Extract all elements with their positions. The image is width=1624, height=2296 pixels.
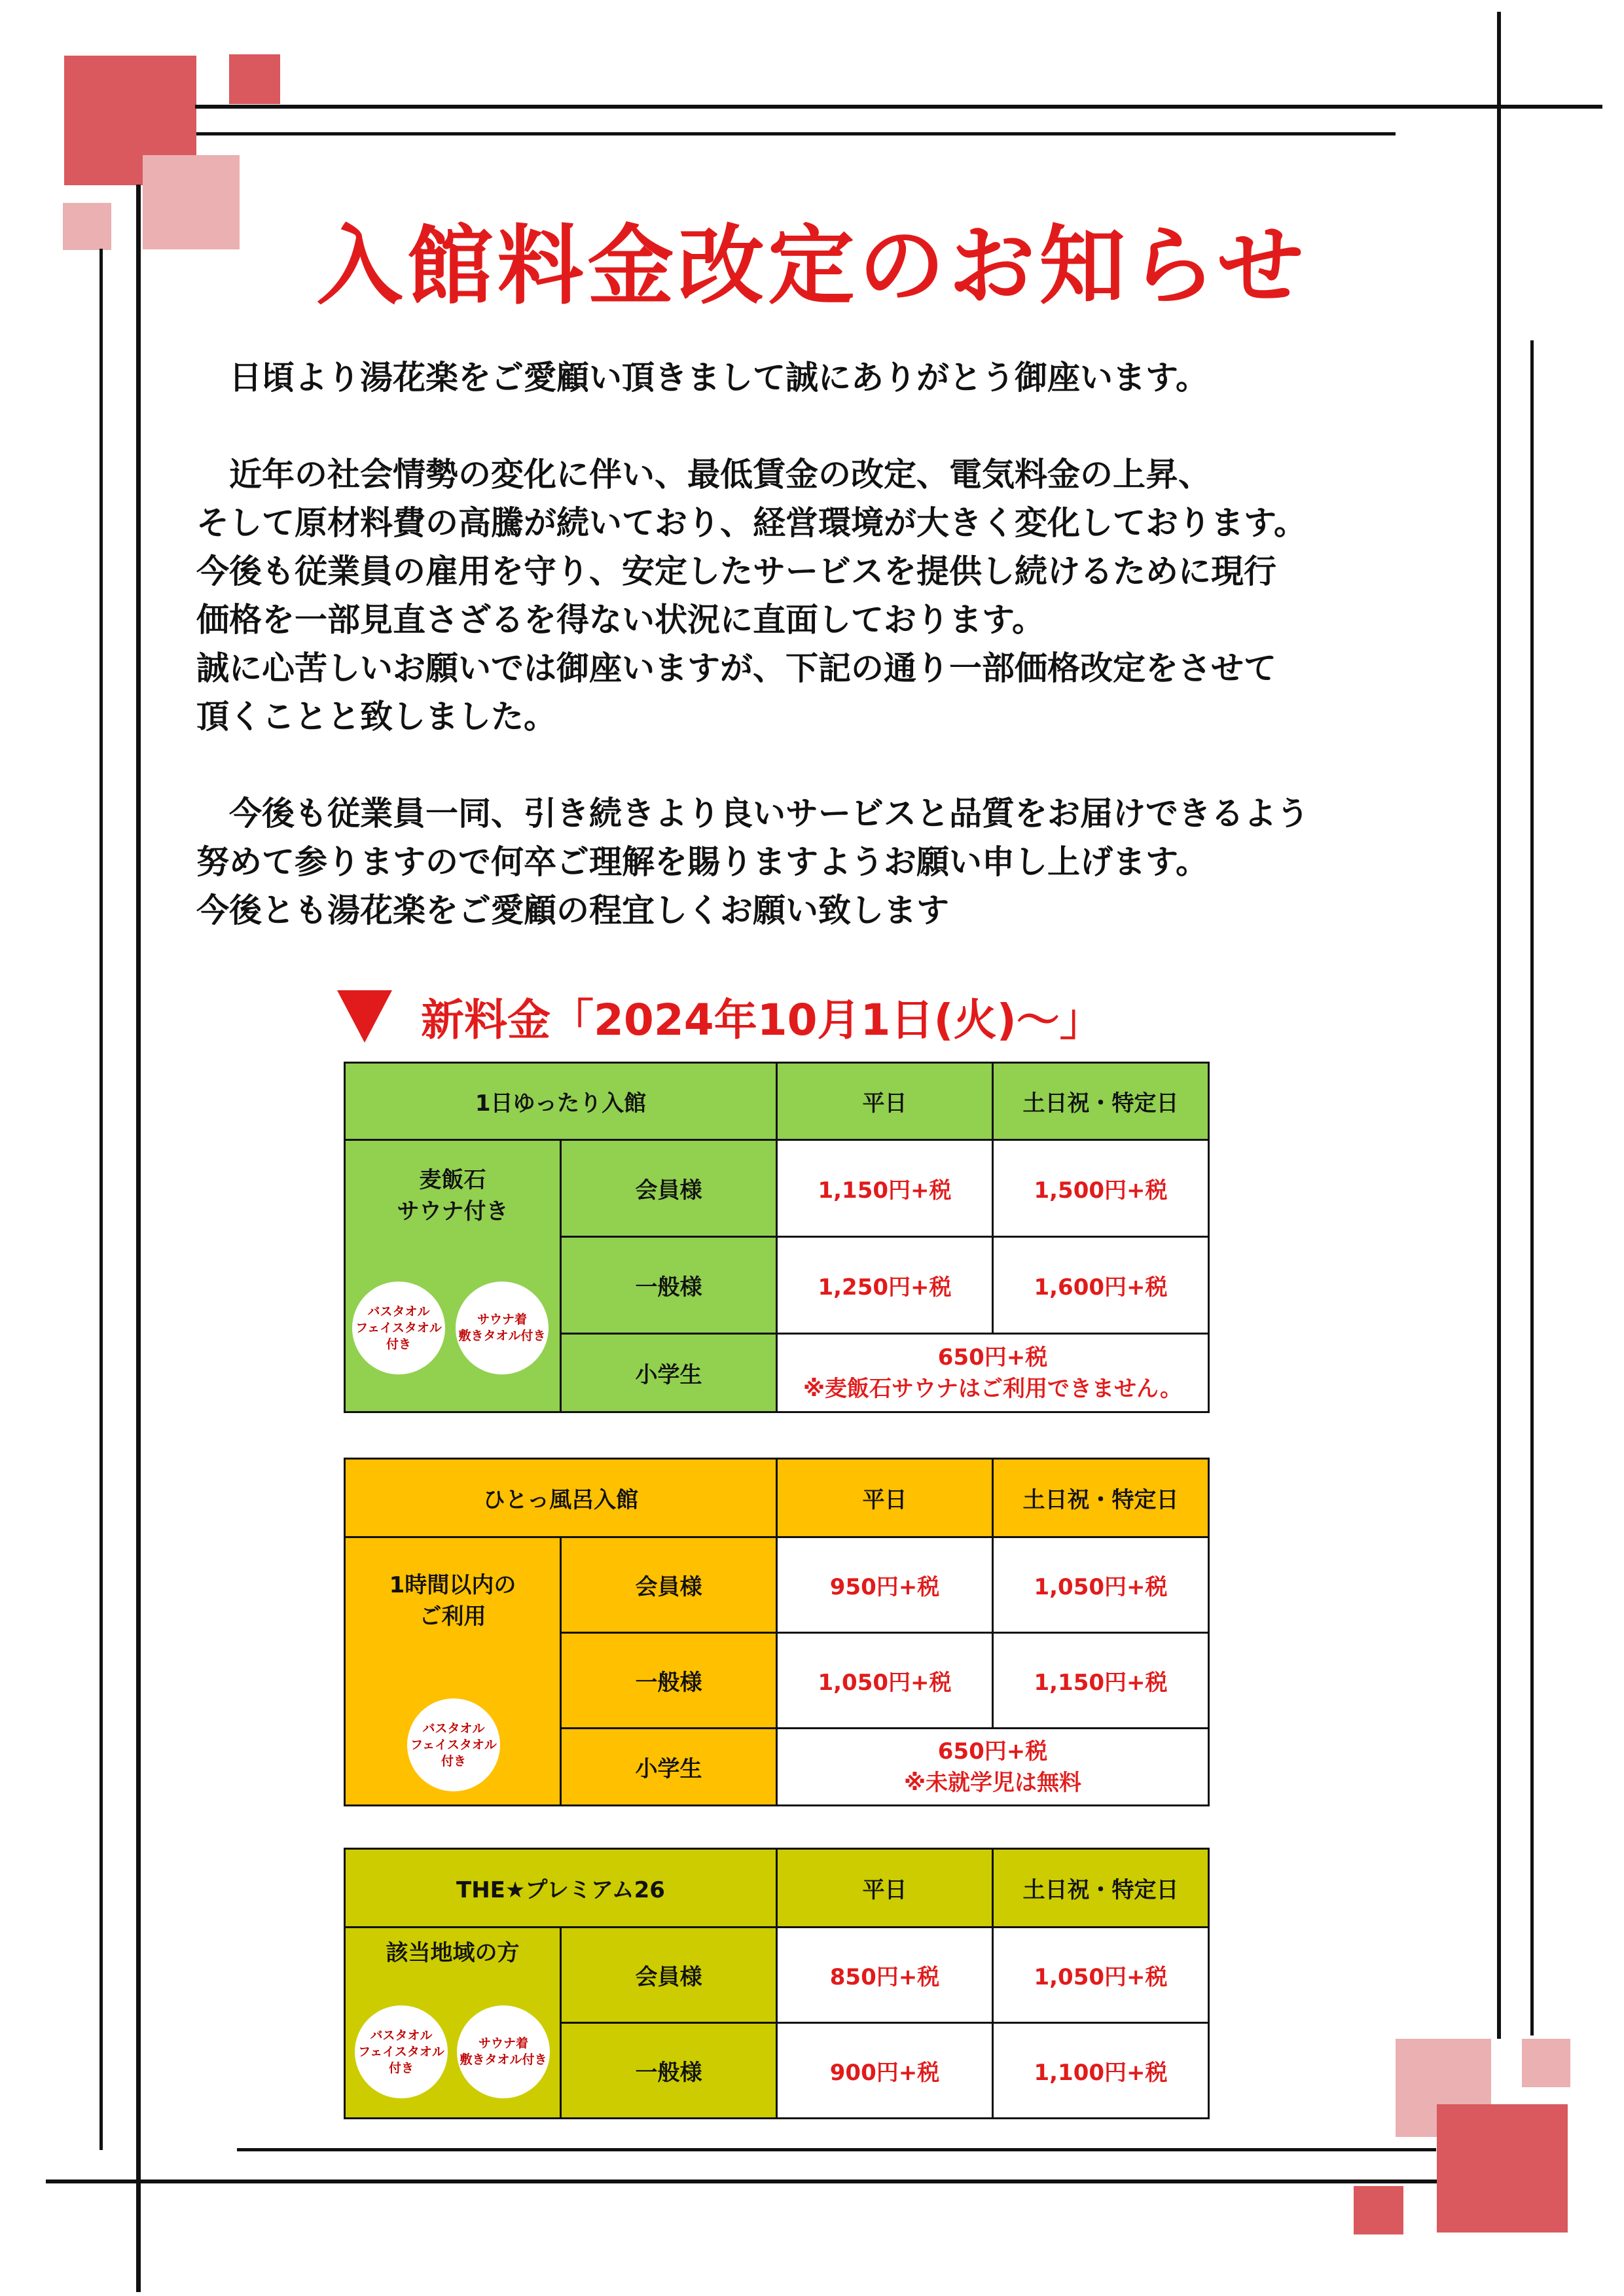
frame-line-left [136,185,141,2292]
category-cell [345,1537,561,1806]
child-price: 650円+税 [937,1738,1048,1765]
table-header-weekday: 平日 [777,1849,993,1928]
deco-square-large [1437,2104,1568,2233]
badge-line: 敷きタオル付き [458,1329,546,1343]
intro-line: 努めて参りますので何卒ご理解を賜りますようお願い申し上げます。 [196,843,1208,881]
intro-line: 今後も従業員の雇用を守り、安定したサービスを提供し続けるために現行 [196,552,1276,590]
price-holiday: 1,050円+税 [993,1928,1209,2023]
child-note: ※麦飯石サウナはご利用できません。 [803,1375,1183,1402]
deco-square-small [229,54,280,104]
frame-line-top [195,105,1602,109]
intro-line: 今後も従業員一同、引き続きより良いサービスと品質をお届けできるよう [196,795,1309,833]
badge-line: フェイスタオル [410,1737,497,1752]
row-label: 会員様 [561,1140,777,1237]
badge-line: フェイスタオル [355,1320,442,1335]
badge-line: フェイスタオル [358,2044,444,2059]
child-price: 650円+税 [937,1344,1048,1371]
price-weekday: 900円+税 [777,2023,993,2119]
price-holiday: 1,050円+税 [993,1537,1209,1633]
price-table-3 [344,1848,1210,2119]
price-weekday: 1,050円+税 [777,1633,993,1729]
price-holiday: 1,500円+税 [993,1140,1209,1237]
page-title: 入館料金改定のお知らせ [316,216,1308,317]
table-header-weekday: 平日 [777,1459,993,1537]
row-label: 一般様 [561,2023,777,2119]
row-label: 小学生 [561,1334,777,1412]
new-price-heading-text: 新料金「2024年10月1日(火)～」 [421,995,1103,1045]
child-price-cell [777,1334,1209,1412]
category-line: 1時間以内の [389,1572,516,1598]
intro-line: そして原材料費の高騰が続いており、経営環境が大きく変化しております。 [196,504,1307,542]
deco-square-small [1354,2186,1403,2234]
table-header-holiday: 土日祝・特定日 [993,1063,1209,1140]
badge-line: 付き [386,1336,411,1352]
towel-badge [352,1282,445,1374]
badge-line: バスタオル [367,1304,430,1319]
price-weekday: 850円+税 [777,1928,993,2023]
row-label: 一般様 [561,1633,777,1729]
child-price-cell [777,1729,1209,1806]
badge-line: バスタオル [422,1721,485,1736]
intro-line: 日頃より湯花楽をご愛顧い頂きまして誠にありがとう御座います。 [196,359,1208,397]
frame-line-top-inner [196,132,1396,135]
sauna-wear-badge [457,2005,550,2098]
child-note: ※未就学児は無料 [903,1769,1082,1796]
category-line: 麦飯石 [419,1167,486,1193]
intro-line: 頂くことと致しました。 [196,698,556,736]
row-label: 会員様 [561,1928,777,2023]
badge-line: 付き [388,2060,414,2075]
category-cell [345,1140,561,1412]
price-table-2 [344,1458,1210,1806]
table-header-weekday: 平日 [777,1063,993,1140]
category-line: サウナ付き [397,1198,509,1225]
badge-line: 敷きタオル付き [460,2053,547,2067]
towel-badge [355,2005,448,2098]
price-holiday: 1,600円+税 [993,1237,1209,1334]
towel-badge [407,1698,500,1791]
price-holiday: 1,100円+税 [993,2023,1209,2119]
category-cell [345,1928,561,2119]
frame-line-bottom [46,2179,1437,2183]
row-label: 小学生 [561,1729,777,1806]
row-label: 一般様 [561,1237,777,1334]
intro-line: 今後とも湯花楽をご愛顧の程宜しくお願い致します [196,891,949,929]
table-header-name: THE★プレミアム26 [345,1849,777,1928]
price-weekday: 950円+税 [777,1537,993,1633]
price-holiday: 1,150円+税 [993,1633,1209,1729]
triangle-down-icon [337,990,392,1043]
badge-line: 付き [441,1753,466,1768]
badge-line: サウナ着 [477,1312,527,1327]
intro-line: 誠に心苦しいお願いでは御座いますが、下記の通り一部価格改定をさせて [196,649,1276,687]
frame-line-left-inner [99,249,103,2150]
price-weekday: 1,250円+税 [777,1237,993,1334]
deco-square-light-small [1522,2039,1570,2087]
intro-line: 近年の社会情勢の変化に伴い、最低賃金の改定、電気料金の上昇、 [196,456,1211,493]
category-line: 該当地域の方 [386,1940,520,1966]
table-header-holiday: 土日祝・特定日 [993,1459,1209,1537]
row-label: 会員様 [561,1537,777,1633]
table-header-holiday: 土日祝・特定日 [993,1849,1209,1928]
badge-line: バスタオル [370,2028,433,2043]
sauna-wear-badge [456,1282,549,1374]
frame-line-bottom-inner [237,2148,1436,2151]
table-header-name: 1日ゆったり入館 [345,1063,777,1140]
frame-line-right-inner [1530,340,1534,2036]
category-line: ご利用 [419,1604,486,1630]
intro-line: 価格を一部見直さざるを得ない状況に直面しております。 [196,601,1045,639]
badge-line: サウナ着 [478,2036,528,2051]
intro-text [196,353,1473,935]
table-header-name: ひとっ風呂入館 [345,1459,777,1537]
price-weekday: 1,150円+税 [777,1140,993,1237]
price-table-1 [344,1062,1210,1413]
new-price-heading [337,985,1103,1047]
